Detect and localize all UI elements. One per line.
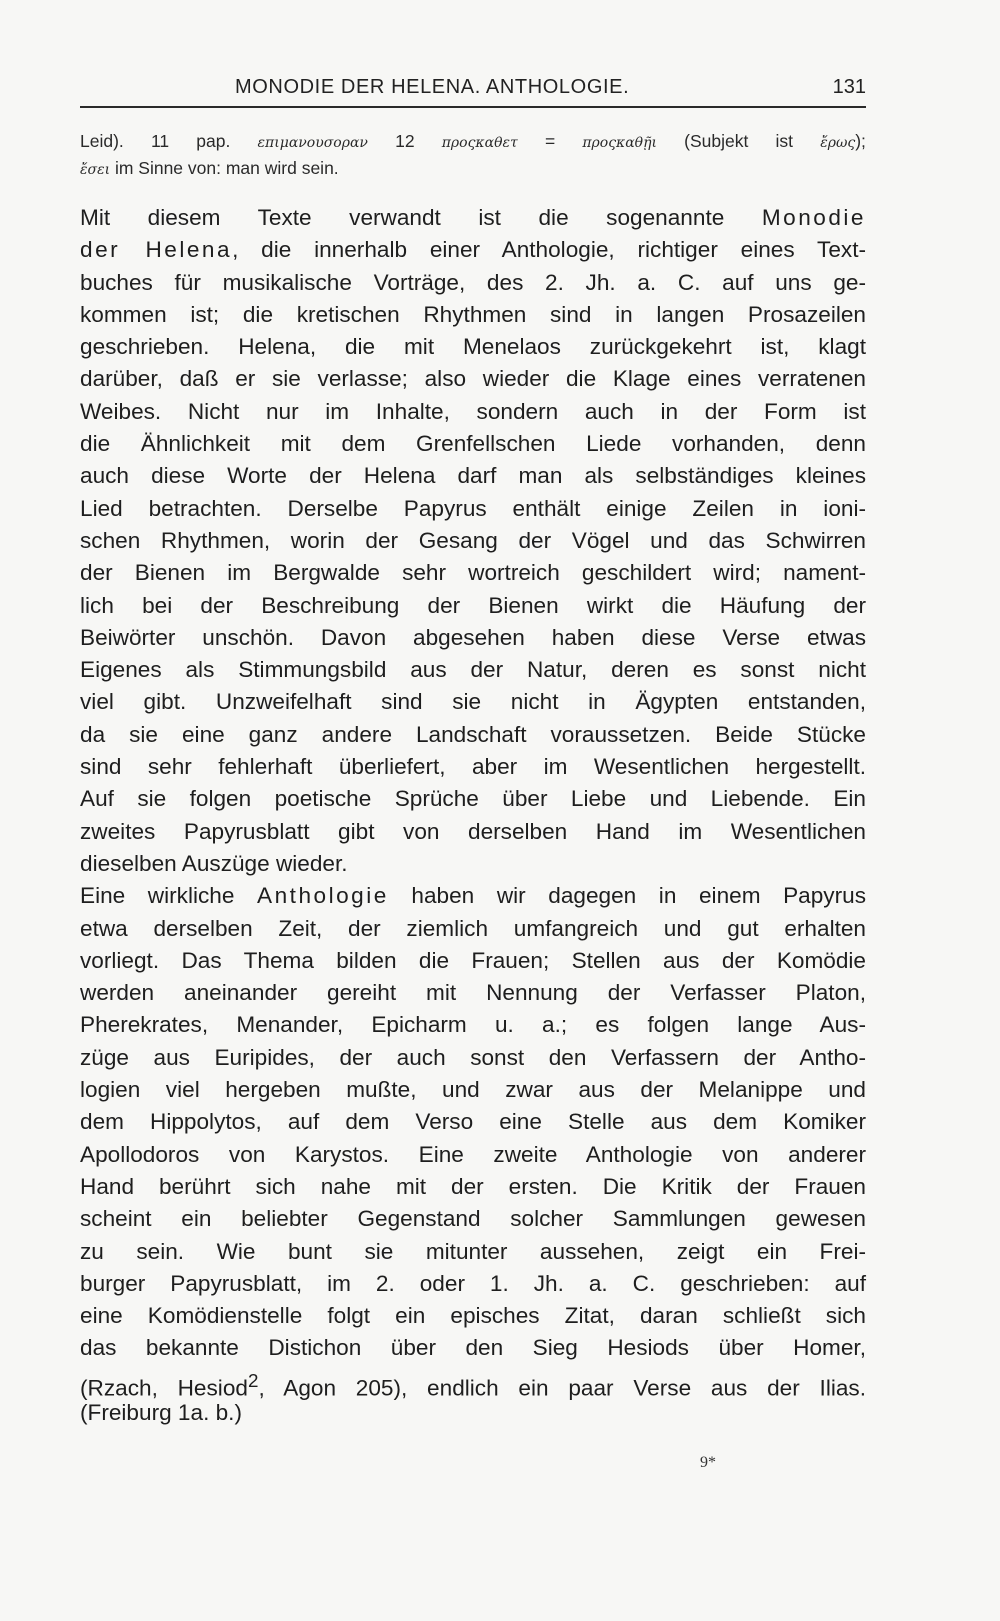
text-line: die Ähnlichkeit mit dem Grenfellschen Liede vorhanden, denn	[80, 431, 866, 457]
text-line: Pherekrates, Menander, Epicharm u. a.; es folgen lange Aus-	[80, 1012, 866, 1038]
edition-superscript: 2	[247, 1369, 259, 1391]
footnote-line: Leid). 11 pap. επιμανουσοραν 12 προςκαθετ = προςκαθῇι (Subjekt ist ἔρως);	[80, 131, 866, 151]
text-line: viel gibt. Unzweifelhaft sind sie nicht in Ägypten entstanden,	[80, 689, 866, 715]
text-line: zu sein. Wie bunt sie mitunter aussehen, zeigt ein Frei-	[80, 1238, 866, 1264]
text-line: sind sehr fehlerhaft überliefert, aber im Wesentlichen hergestellt.	[80, 754, 866, 780]
text-line: züge aus Euripides, der auch sonst den Verfassern der Antho-	[80, 1044, 866, 1070]
text-line: eine Komödienstelle folgt ein episches Zitat, daran schließt sich	[80, 1303, 866, 1329]
text-line: das bekannte Distichon über den Sieg Hesiods über Homer,	[80, 1335, 866, 1361]
text-line: kommen ist; die kretischen Rhythmen sind in langen Prosazeilen	[80, 301, 866, 327]
text-line: Lied betrachten. Derselbe Papyrus enthält einige Zeilen in ioni-	[80, 495, 866, 521]
text-line: der Helena, die innerhalb einer Anthologie, richtiger eines Text-	[80, 237, 866, 263]
signature-mark: 9*	[700, 1454, 716, 1471]
text-line: (Freiburg 1a. b.)	[80, 1399, 242, 1425]
text-line: der Bienen im Bergwalde sehr wortreich geschildert wird; nament-	[80, 560, 866, 586]
text-line: Apollodoros von Karystos. Eine zweite Anthologie von anderer	[80, 1141, 866, 1167]
text-line: geschrieben. Helena, die mit Menelaos zurückgekehrt ist, klagt	[80, 334, 866, 360]
text-line: Beiwörter unschön. Davon abgesehen haben diese Verse etwas	[80, 624, 866, 650]
text-line: Eine wirkliche Anthologie haben wir dagegen in einem Papyrus	[80, 883, 866, 909]
text-line: buches für musikalische Vorträge, des 2. Jh. a. C. auf uns ge-	[80, 269, 866, 295]
text-line: Mit diesem Texte verwandt ist die sogenannte Monodie	[80, 205, 866, 230]
text-line: vorliegt. Das Thema bilden die Frauen; Stellen aus der Komödie	[80, 947, 866, 973]
header-rule	[80, 106, 866, 108]
text-line: dieselben Auszüge wieder.	[80, 850, 348, 876]
text-line: da sie eine ganz andere Landschaft voraussetzen. Beide Stücke	[80, 721, 866, 747]
running-title: MONODIE DER HELENA. ANTHOLOGIE.	[235, 76, 630, 98]
text-line: etwa derselben Zeit, der ziemlich umfangreich und gut erhalten	[80, 915, 866, 941]
text-line: werden aneinander gereiht mit Nennung der Verfasser Platon,	[80, 980, 866, 1006]
text-line: lich bei der Beschreibung der Bienen wirkt die Häufung der	[80, 592, 866, 618]
running-header	[80, 70, 866, 110]
text-line: schen Rhythmen, worin der Gesang der Vögel und das Schwirren	[80, 527, 866, 553]
text-line: Weibes. Nicht nur im Inhalte, sondern auch in der Form ist	[80, 398, 866, 424]
footnote-line: ἔσει im Sinne von: man wird sein.	[80, 158, 339, 178]
text-line: zweites Papyrusblatt gibt von derselben Hand im Wesentlichen	[80, 818, 866, 844]
text-line: dem Hippolytos, auf dem Verso eine Stelle aus dem Komiker	[80, 1109, 866, 1135]
text-line: logien viel hergeben mußte, und zwar aus der Melanippe und	[80, 1077, 866, 1103]
text-line: burger Papyrusblatt, im 2. oder 1. Jh. a. C. geschrieben: auf	[80, 1270, 866, 1296]
text-line: Auf sie folgen poetische Sprüche über Liebe und Liebende. Ein	[80, 786, 866, 812]
page-number: 131	[832, 76, 866, 98]
text-line: (Rzach, Hesiod$^2$, Agon 205), endlich ein paar Verse aus der Ilias.	[80, 1369, 866, 1401]
text-line: scheint ein beliebter Gegenstand solcher Sammlungen gewesen	[80, 1206, 866, 1232]
footnote-block	[80, 128, 866, 182]
text-line: Eigenes als Stimmungsbild aus der Natur, deren es sonst nicht	[80, 657, 866, 683]
body-text	[80, 202, 866, 1429]
text-line: Hand berührt sich nahe mit der ersten. Die Kritik der Frauen	[80, 1173, 866, 1199]
text-line: auch diese Worte der Helena darf man als selbständiges kleines	[80, 463, 866, 489]
text-line: darüber, daß er sie verlasse; also wieder die Klage eines verratenen	[80, 366, 866, 392]
